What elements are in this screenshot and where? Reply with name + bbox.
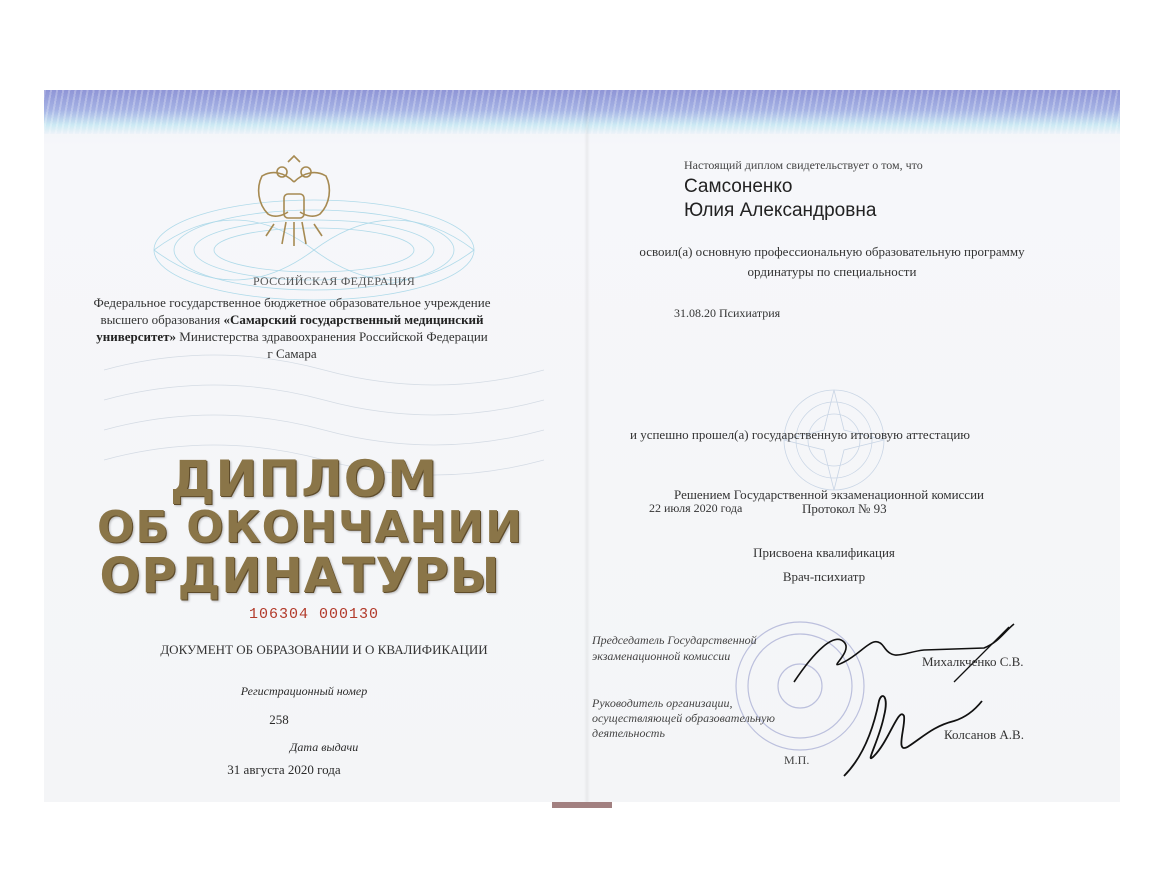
binding-strip (552, 802, 612, 808)
decorative-top-band (44, 90, 1120, 134)
program-text (612, 242, 1052, 282)
graduate-surname: Самсоненко (684, 176, 793, 197)
head-title-line-1: Руководитель организации, (592, 696, 733, 710)
institution-city: г Самара (267, 346, 317, 361)
chair-title-line-1: Председатель Государственной (592, 633, 757, 647)
chair-title (592, 632, 782, 664)
program-line-1: освоил(а) основную профессиональную образовательную программу (639, 244, 1025, 259)
issue-date: 31 августа 2020 года (227, 762, 341, 777)
qualification: Врач-психиатр (782, 569, 866, 584)
specialty: 31.08.20 Психиатрия (674, 306, 781, 320)
chair-name: Михалкченко С.В. (922, 654, 1024, 669)
registration-number: 258 (269, 712, 289, 727)
graduate-given-names: Юлия Александровна (684, 200, 877, 221)
head-title-line-2: осуществляющей образовательную (592, 711, 775, 725)
protocol-number: Протокол № 93 (802, 501, 887, 516)
institution-line-3 (62, 328, 522, 345)
issue-date-label: Дата выдачи (289, 740, 359, 754)
institution-line-2 (62, 311, 522, 328)
certificate-intro: Настоящий диплом свидетельствует о том, что (684, 158, 923, 172)
head-title (592, 696, 822, 741)
institution-name-bold-2: университет» (96, 329, 177, 344)
registration-label: Регистрационный номер (240, 684, 368, 698)
chair-title-line-2: экзаменационной комиссии (592, 649, 731, 663)
double-headed-eagle-icon (244, 152, 344, 252)
commission-date: 22 июля 2020 года (649, 501, 743, 515)
diploma-number: 106304 000130 (248, 606, 380, 623)
head-name: Колсанов А.В. (944, 727, 1024, 742)
program-line-2: ординатуры по специальности (747, 264, 917, 279)
country-label: РОССИЙСКАЯ ФЕДЕРАЦИЯ (252, 274, 416, 288)
institution-name (62, 294, 522, 362)
institution-line-3-suffix: Министерства здравоохранения Российской Федерации (176, 329, 488, 344)
diploma-document (44, 90, 1120, 802)
qualification-label: Присвоена квалификация (753, 545, 895, 560)
head-title-line-3: деятельность (592, 726, 665, 740)
document-type: ДОКУМЕНТ ОБ ОБРАЗОВАНИИ И О КВАЛИФИКАЦИИ (160, 642, 488, 657)
commission-decision: Решением Государственной экзаменационной комиссии (674, 487, 984, 502)
diploma-title-line-3: ОРДИНАТУРЫ (99, 548, 501, 604)
attestation-text: и успешно прошел(а) государственную итоговую аттестацию (630, 427, 971, 442)
diploma-title-line-1: ДИПЛОМ (169, 450, 438, 508)
diploma-title-line-2: ОБ ОКОНЧАНИИ (97, 502, 523, 553)
institution-line-1: Федеральное государственное бюджетное образовательное учреждение (93, 295, 491, 310)
institution-line-2-prefix: высшего образования (100, 312, 224, 327)
seal-label: М.П. (784, 753, 810, 767)
page-fold (584, 90, 590, 802)
institution-name-bold-1: «Самарский государственный медицинский (223, 312, 484, 327)
